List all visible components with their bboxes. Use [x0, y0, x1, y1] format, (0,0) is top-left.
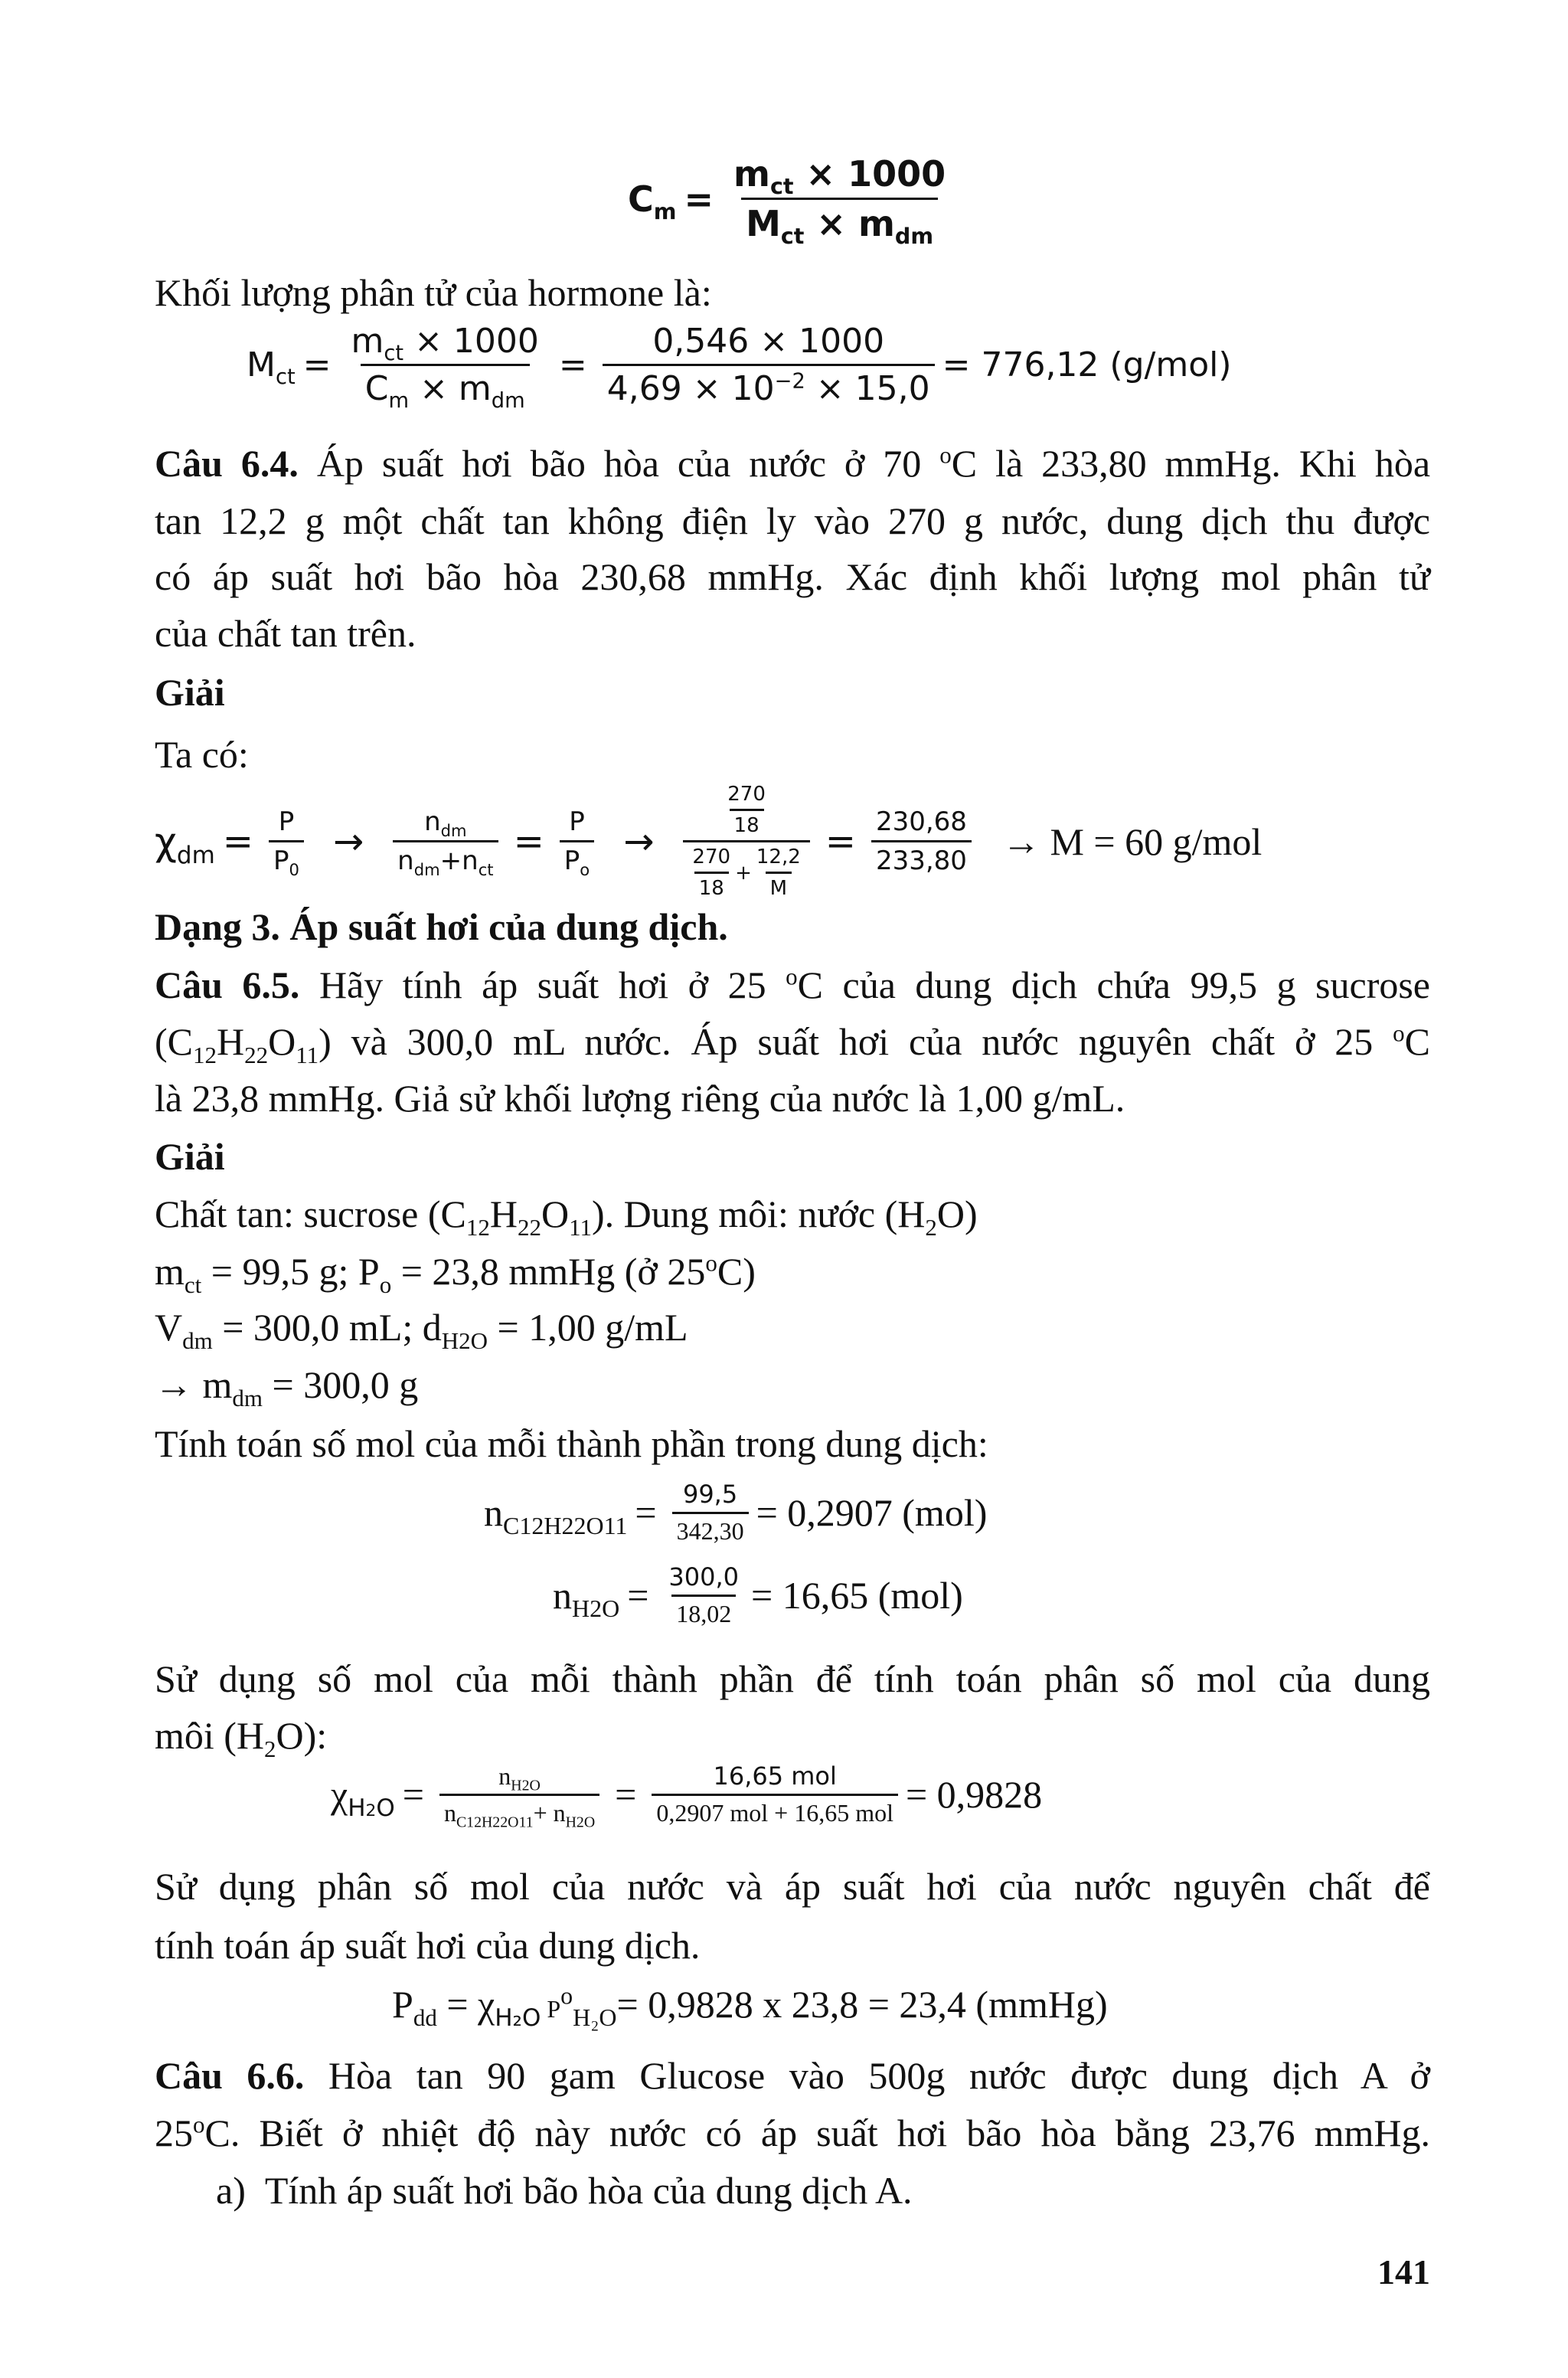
solution-line-3: $V_{dm} = 300,0$ mL; $d_{H2O} = 1,00$ g/mL [155, 1306, 688, 1354]
q65-line-3: là 23,8 mmHg. Giả sử khối lượng riêng của nước là 1,00 g/mL. [155, 1077, 1125, 1120]
formula-n-sucrose: $n_{C12H22O11}$ = $\frac{99,5}{342,30}$ = 0,2907 (mol) [484, 1480, 988, 1545]
giai-heading-2: Giải [155, 1135, 225, 1178]
formula-pdd: $P_{dd} = \chi_{H_2O}$ $P^o_{H_2O}= 0,9828$ x 23,8 = 23,4 (mmHg) [392, 1981, 1108, 2032]
q66-line-1: Câu 6.6. Hòa tan 90 gam Glucose vào 500g nước được dung dịch A ở [155, 2054, 1430, 2097]
dang-3-heading: Dạng 3. Áp suất hơi của dung dịch. [155, 905, 728, 948]
solution-line-4: → $m_{dm} = 300,0$ g [155, 1363, 419, 1411]
solution-line-7: môi $(H_2O)$: [155, 1714, 328, 1762]
solution-line-2: $m_{ct} = 99,5$ g; $P_o = 23,8$ mmHg (ở 25$^o$C) [155, 1249, 756, 1298]
ta-co: Ta có: [155, 733, 249, 776]
q64-line-2: tan 12,2 g một chất tan không điện ly vào 270 g nước, dung dịch thu được [155, 499, 1430, 542]
giai-heading-1: Giải [155, 671, 225, 714]
q64-line-1: Câu 6.4. Áp suất hơi bão hòa của nước ở 70 $^o$C là 233,80 mmHg. Khi hòa [155, 441, 1431, 485]
formula-chi-dm: $\chi_{dm}$ = $\frac{P}{P_0}$ → $\frac{n_{dm}}{n_{dm}+n_{ct}}$ = $\frac{P}{P_o}$ → $\frac{270}{18}$ $\frac{270}{18}$ + $\frac{12,2}{M}$ = $\frac{230,68}{233,80}$ → M = 60 g/mol [155, 783, 1263, 900]
formula-mct: $M_{ct}$ = $\frac{m_{ct} \times 1000}{C_m \times m_{dm}}$ = $\frac{0,546 \times 1000}{4,69 \times 10^{-2} \times 15,0}$ = 776,12 (g/mol) [247, 322, 1232, 413]
q64-line-4: của chất tan trên. [155, 612, 416, 655]
formula-cm: $C_m$ = $\frac{m_{ct} \times 1000}{M_{ct} \times m_{dm}}$ [628, 153, 958, 244]
text-hormone: Khối lượng phân tử của hormone là: [155, 271, 712, 314]
solution-line-6: Sử dụng số mol của mỗi thành phần để tính toán phân số mol của dung [155, 1657, 1430, 1700]
q65-line-1: Câu 6.5. Hãy tính áp suất hơi ở 25 $^o$C của dung dịch chứa 99,5 g sucrose [155, 963, 1430, 1006]
formula-cm-fraction: $\frac{m_{ct} \times 1000}{M_{ct} \times m_{dm}}$ [733, 153, 946, 250]
q64-line-3: có áp suất hơi bão hòa 230,68 mmHg. Xác định khối lượng mol phân tử [155, 555, 1430, 598]
formula-chi-water: $\chi_{H2O}$ = $\frac{n_{H2O}}{n_{C12H22O11}+ n_{H2O}}$ = $\frac{\text{16,65 mol}}{\text{0,2907 mol + 16,65 mol}}$ = 0,9828 [331, 1761, 1043, 1830]
solution-line-5: Tính toán số mol của mỗi thành phần trong dung dịch: [155, 1422, 988, 1465]
formula-n-water: $n_{H2O}$ = $\frac{300,0}{18,02}$ = 16,65 (mol) [553, 1562, 963, 1627]
q65-line-2: $(C_{12}H_{22}O_{11})$ và 300,0 mL nước. Áp suất hơi của nước nguyên chất ở 25 $^o$C [155, 1019, 1430, 1068]
solution-line-1: Chất tan: sucrose $(C_{12}H_{22}O_{11})$. Dung môi: nước $(H_2O)$ [155, 1192, 978, 1241]
page-number: 141 [1377, 2252, 1430, 2291]
solution-line-8: Sử dụng phân số mol của nước và áp suất hơi của nước nguyên chất để [155, 1865, 1430, 1908]
q66-line-2: 25$^o$C. Biết ở nhiệt độ này nước có áp suất hơi bão hòa bằng 23,76 mmHg. [155, 2111, 1430, 2154]
q66-item-a: a) Tính áp suất hơi bão hòa của dung dịch A. [216, 2169, 913, 2212]
solution-line-9: tính toán áp suất hơi của dung dịch. [155, 1924, 701, 1967]
